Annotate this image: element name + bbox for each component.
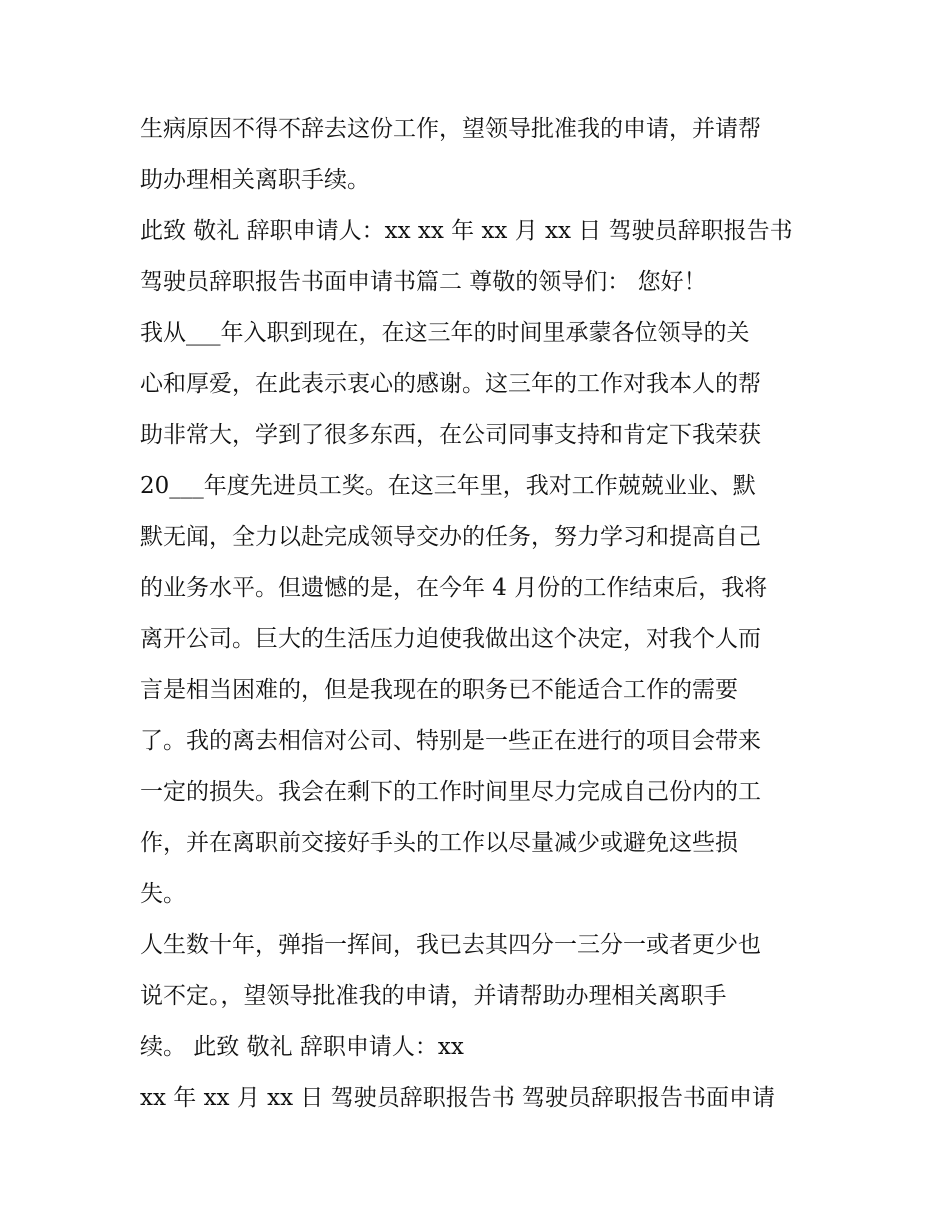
text-line: 说不定。，望领导批准我的申请，并请帮助办理相关离职手	[140, 983, 727, 1009]
text-line: 心和厚爱，在此表示衷心的感谢。这三年的工作对我本人的帮	[140, 371, 761, 397]
text-line: 助办理相关离职手续。	[140, 167, 370, 193]
text-line: 人生数十年，弹指一挥间，我已去其四分一三分一或者更少也	[140, 932, 761, 958]
document-body	[140, 104, 820, 1124]
text-line: 了。我的离去相信对公司、特别是一些正在进行的项目会带来	[140, 728, 761, 754]
text-line: xx 年 xx 月 xx 日 驾驶员辞职报告书 驾驶员辞职报告书面申请	[140, 1085, 776, 1111]
text-line: 失。	[140, 881, 186, 907]
text-line: 默无闻，全力以赴完成领导交办的任务，努力学习和提高自己	[140, 524, 761, 550]
text-line: 一定的损失。我会在剩下的工作时间里尽力完成自己份内的工	[140, 779, 761, 805]
text-line: 言是相当困难的，但是我现在的职务已不能适合工作的需要	[140, 677, 738, 703]
text-line: 作，并在离职前交接好手头的工作以尽量减少或避免这些损	[140, 830, 738, 856]
text-line: 我从___年入职到现在，在这三年的时间里承蒙各位领导的关	[140, 320, 750, 346]
text-line: 的业务水平。但遗憾的是，在今年 4 月份的工作结束后，我将	[140, 575, 768, 601]
text-line: 助非常大，学到了很多东西，在公司同事支持和肯定下我荣获	[140, 422, 761, 448]
text-line: 20___年度先进员工奖。在这三年里，我对工作兢兢业业、默	[140, 473, 756, 499]
text-line: 生病原因不得不辞去这份工作，望领导批准我的申请，并请帮	[140, 116, 761, 142]
text-line: 离开公司。巨大的生活压力迫使我做出这个决定，对我个人而	[140, 626, 761, 652]
text-line: 续。 此致 敬礼 辞职申请人：xx	[140, 1034, 464, 1060]
text-line: 驾驶员辞职报告书面申请书篇二 尊敬的领导们： 您好！	[140, 269, 707, 295]
text-line: 此致 敬礼 辞职申请人：xx xx 年 xx 月 xx 日 驾驶员辞职报告书	[140, 218, 793, 244]
